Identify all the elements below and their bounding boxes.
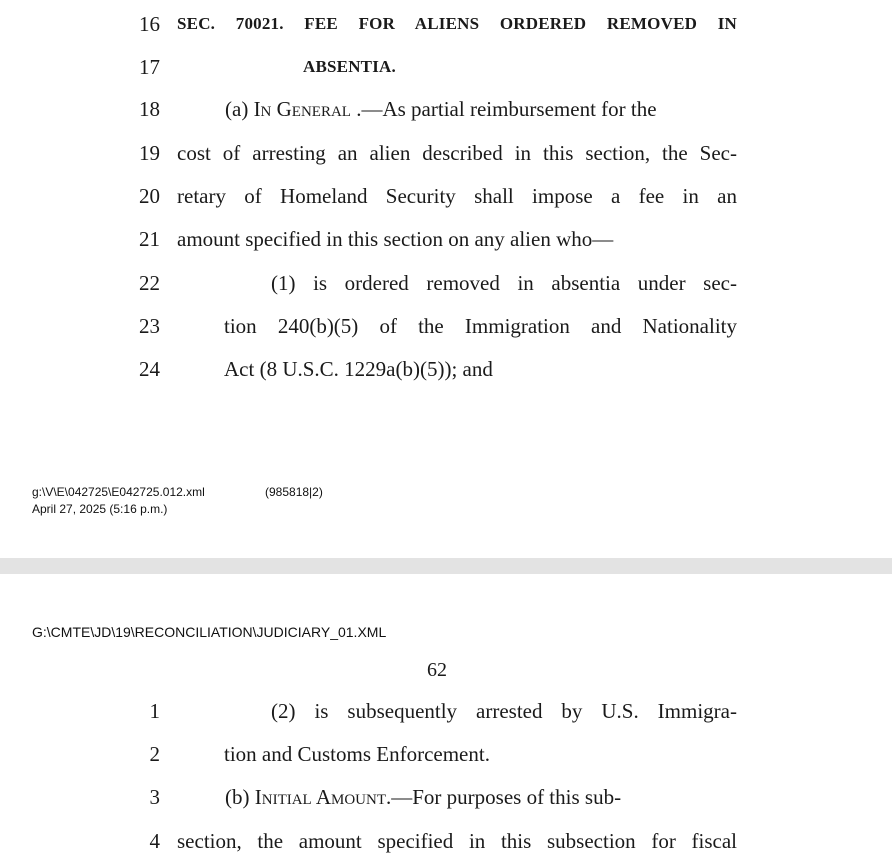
line-number: 19: [139, 141, 160, 165]
section-heading-continued: ABSENTIA.: [303, 57, 396, 76]
line-number: 3: [149, 785, 160, 809]
subsection-caption: In General: [253, 97, 351, 121]
line-number: 21: [139, 227, 160, 251]
line-number: 16: [139, 12, 160, 36]
line-number: 23: [139, 314, 160, 338]
line-number: 20: [139, 184, 160, 208]
line-number: 24: [139, 357, 160, 381]
paragraph-2-line: (2) is subsequently arrested by U.S. Immigra-: [271, 699, 737, 723]
line-number: 18: [139, 97, 160, 121]
page-number: 62: [427, 659, 447, 681]
subsection-text: .—For purposes of this sub-: [385, 785, 622, 809]
body-text-line: cost of arresting an alien described in this section, the Sec-: [177, 141, 737, 165]
subsection-label: (a): [225, 97, 254, 121]
section-heading: SEC. 70021. FEE FOR ALIENS ORDERED REMOVED IN: [177, 14, 737, 33]
line-number: 1: [149, 699, 160, 723]
footer-date: April 27, 2025 (5:16 p.m.): [32, 502, 168, 516]
subsection-b-line: [225, 784, 621, 810]
paragraph-1-line: (1) is ordered removed in absentia under sec-: [271, 271, 737, 295]
line-number: 4: [149, 829, 160, 853]
page-separator: [0, 558, 892, 574]
subsection-a-line: [225, 96, 657, 122]
footer-job-id: (985818|2): [265, 485, 323, 499]
paragraph-1-line: Act (8 U.S.C. 1229a(b)(5)); and: [224, 357, 493, 381]
subsection-text: .—As partial reimbursement for the: [350, 97, 657, 121]
paragraph-2-line: tion and Customs Enforcement.: [224, 742, 490, 766]
body-text-line: amount specified in this section on any alien who—: [177, 227, 614, 251]
paragraph-1-line: tion 240(b)(5) of the Immigration and Nationality: [224, 314, 737, 338]
line-number: 17: [139, 55, 160, 79]
line-number: 2: [149, 742, 160, 766]
subsection-caption: Initial Amount: [254, 785, 386, 809]
document-page-bottom: [0, 574, 892, 866]
header-file-path: G:\CMTE\JD\19\RECONCILIATION\JUDICIARY_01.XML: [32, 624, 387, 640]
line-number: 22: [139, 271, 160, 295]
body-text-line: section, the amount specified in this subsection for fiscal: [177, 829, 737, 853]
body-text-line: retary of Homeland Security shall impose a fee in an: [177, 184, 737, 208]
subsection-label: (b): [225, 785, 255, 809]
footer-file-path: g:\V\E\042725\E042725.012.xml: [32, 485, 205, 499]
